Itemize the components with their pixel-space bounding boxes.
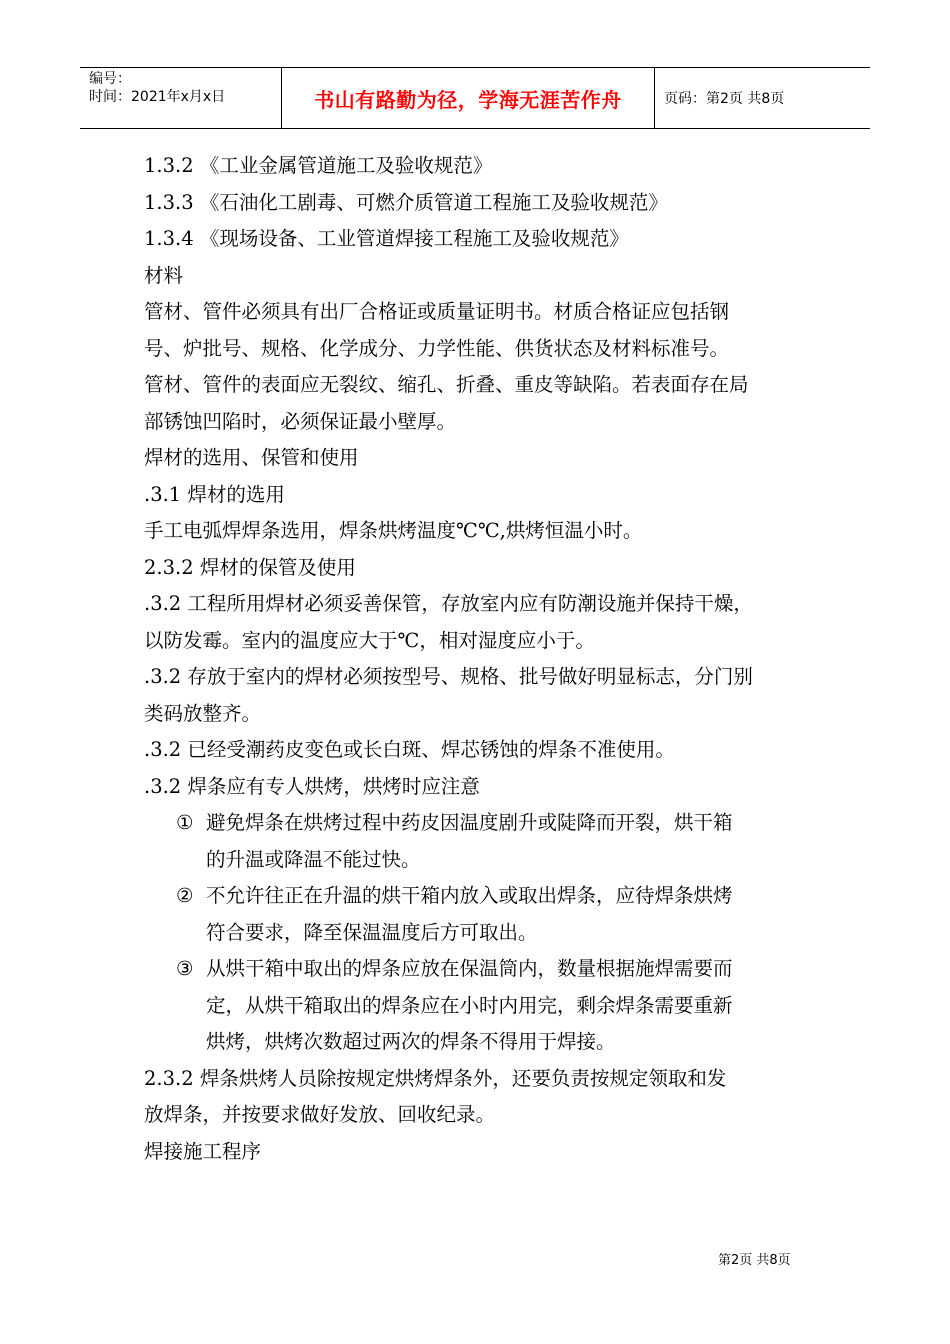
- paragraph-baking-intro: .3.2 焊条应有专人烘烤，烘烤时应注意: [144, 774, 480, 798]
- paragraph-electrode-selection: 手工电弧焊焊条选用，焊条烘烤温度℃℃,烘烤恒温小时。: [144, 519, 643, 542]
- paragraph-storage: [144, 586, 824, 659]
- text-line: 类码放整齐。: [144, 701, 262, 725]
- text-line: 以防发霉。室内的温度应大于℃，相对湿度应小于。: [144, 628, 595, 652]
- header-page-cell: [655, 68, 870, 128]
- text-line: 不允许往正在升温的烘干箱内放入或取出焊条，应待焊条烘烤: [206, 884, 733, 907]
- document-body: [144, 148, 824, 1170]
- list-item-text: [206, 878, 824, 951]
- paragraph-surface-defects: [144, 367, 824, 440]
- text-line: 管材、管件的表面应无裂纹、缩孔、折叠、重皮等缺陷。若表面存在局: [144, 373, 749, 396]
- footer-page-number: 第2页 共8页: [718, 1253, 791, 1268]
- header-motto-cell: [282, 68, 655, 128]
- list-item-text: [206, 951, 824, 1061]
- paragraph-baking-personnel: [144, 1061, 824, 1134]
- section-heading-welding-materials: 焊材的选用、保管和使用: [144, 446, 359, 469]
- list-item-number: ①: [176, 811, 194, 834]
- page-footer: [718, 1249, 791, 1268]
- list-item-number: ③: [176, 957, 194, 980]
- section-heading-welding-procedure: 焊接施工程序: [144, 1139, 262, 1163]
- list-item: [176, 878, 824, 951]
- list-item: [176, 805, 824, 878]
- text-line: 放焊条，并按要求做好发放、回收纪录。: [144, 1103, 496, 1126]
- header-info-cell: [80, 68, 282, 128]
- text-line: 定，从烘干箱取出的焊条应在小时内用完，剩余焊条需要重新: [206, 993, 733, 1017]
- section-heading-materials: 材料: [144, 263, 184, 287]
- subsection-heading-selection: .3.1 焊材的选用: [144, 482, 285, 506]
- list-item-text: [206, 805, 824, 878]
- header-motto: 书山有路勤为径，学海无涯苦作舟: [314, 87, 622, 112]
- list-item-number: ②: [176, 884, 194, 907]
- standard-ref-1: 1.3.2 《工业金属管道施工及验收规范》: [144, 154, 493, 177]
- paragraph-certificate: [144, 294, 824, 367]
- text-line: 管材、管件必须具有出厂合格证或质量证明书。材质合格证应包括钢: [144, 300, 730, 323]
- text-line: 从烘干箱中取出的焊条应放在保温筒内，数量根据施焊需要而: [206, 957, 733, 980]
- paragraph-damp-electrodes: .3.2 已经受潮药皮变色或长白斑、焊芯锈蚀的焊条不准使用。: [144, 738, 675, 761]
- paragraph-labeling: [144, 659, 824, 732]
- text-line: 部锈蚀凹陷时，必须保证最小壁厚。: [144, 409, 457, 433]
- subsection-heading-storage: 2.3.2 焊材的保管及使用: [144, 555, 356, 579]
- list-item: [176, 951, 824, 1061]
- header-page-code: 页码：第2页 共8页: [664, 91, 785, 107]
- text-line: 符合要求，降至保温温度后方可取出。: [206, 920, 538, 944]
- document-number-label: 编号：: [89, 71, 131, 87]
- standard-ref-2: 1.3.3 《石油化工剧毒、可燃介质管道工程施工及验收规范》: [144, 190, 668, 214]
- text-line: 号、炉批号、规格、化学成分、力学性能、供货状态及材料标准号。: [144, 336, 730, 360]
- document-date: 时间：2021年x月x日: [89, 89, 226, 105]
- text-line: 的升温或降温不能过快。: [206, 847, 421, 871]
- text-line: .3.2 存放于室内的焊材必须按型号、规格、批号做好明显标志，分门别: [144, 665, 753, 688]
- page-header: [80, 67, 870, 129]
- text-line: 2.3.2 焊条烘烤人员除按规定烘烤焊条外，还要负责按规定领取和发: [144, 1066, 727, 1090]
- text-line: 避免焊条在烘烤过程中药皮因温度剧升或陡降而开裂，烘干箱: [206, 811, 733, 834]
- text-line: .3.2 工程所用焊材必须妥善保管，存放室内应有防潮设施并保持干燥，: [144, 592, 753, 615]
- standard-ref-3: 1.3.4 《现场设备、工业管道焊接工程施工及验收规范》: [144, 227, 629, 250]
- text-line: 烘烤，烘烤次数超过两次的焊条不得用于焊接。: [206, 1030, 616, 1053]
